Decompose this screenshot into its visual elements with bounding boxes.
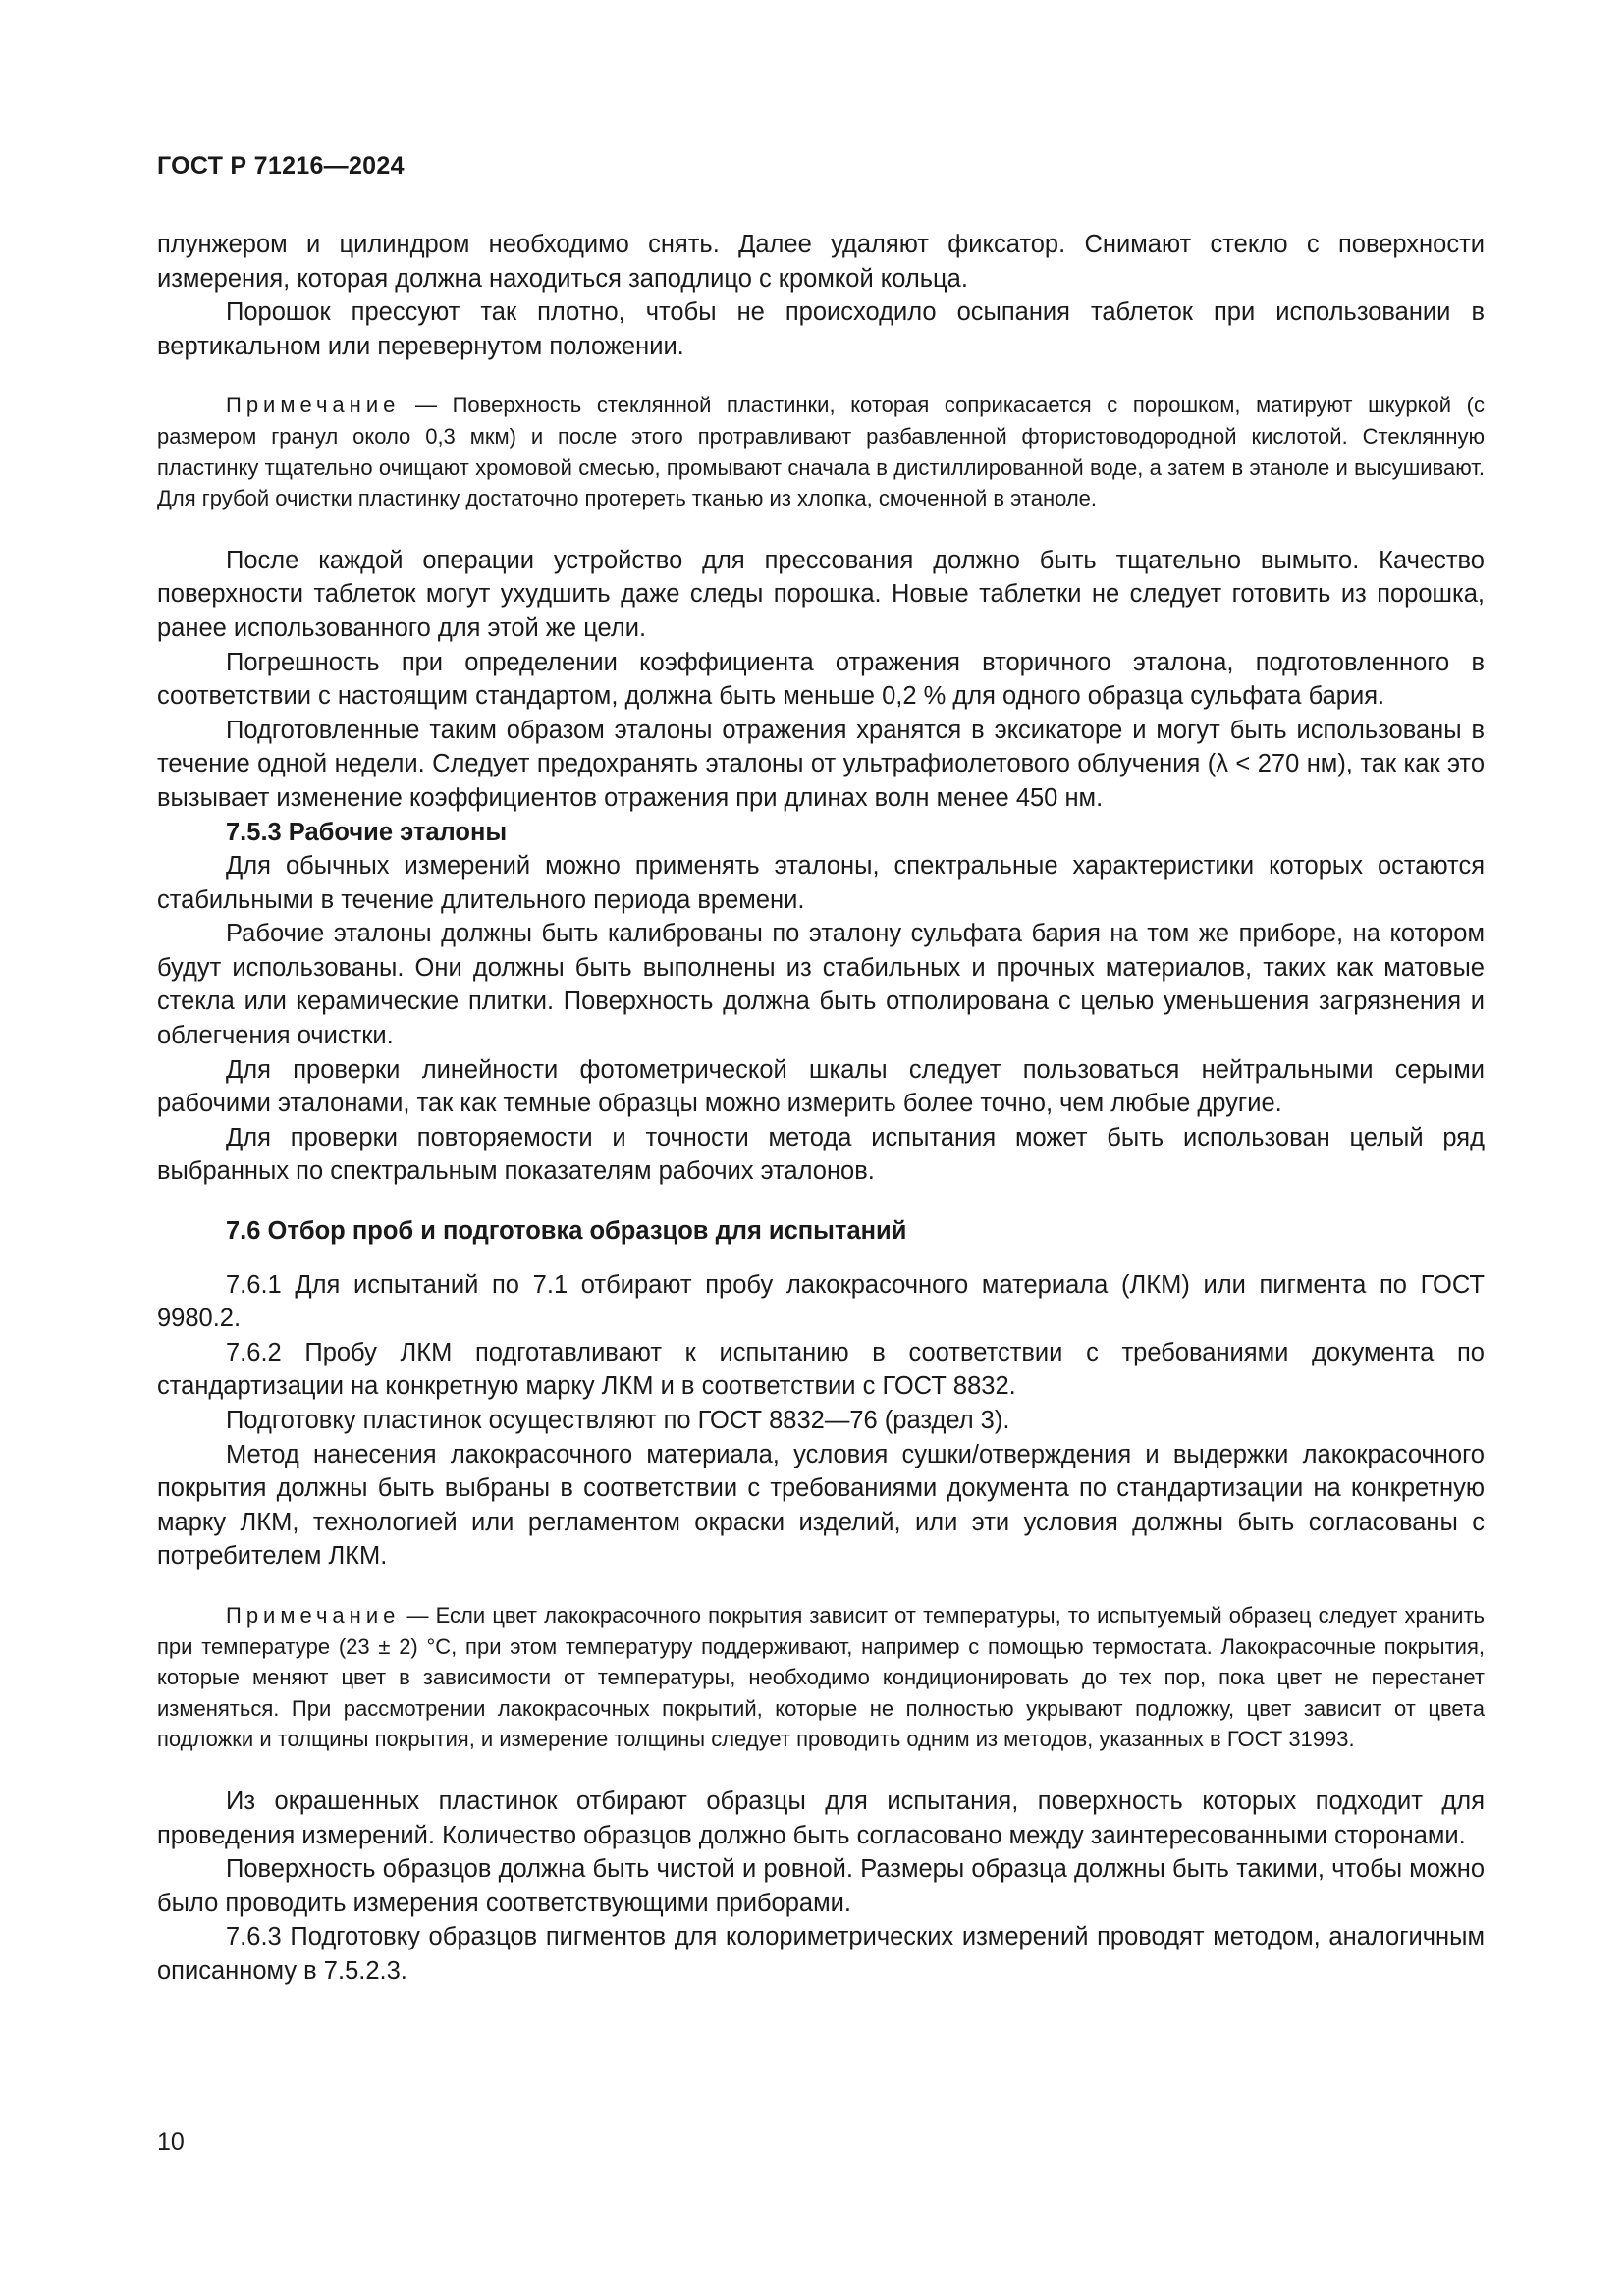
paragraph: Поверхность образцов должна быть чистой и ровной. Размеры образца должны быть такими, чтобы можно было проводить измерения соответствующими приборами. (157, 1855, 1485, 1917)
paragraph: Подготовку пластинок осуществляют по ГОСТ 8832—76 (раздел 3). (226, 1407, 1010, 1434)
page-number: 10 (157, 2128, 185, 2156)
paragraph: После каждой операции устройство для прессования должно быть тщательно вымыто. Качество поверхности таблеток могут ухудшить даже следы порошка. Новые таблетки не следует готовить из порошка, ранее использованного для этой же цели. (157, 546, 1485, 642)
note-label: Примечание (226, 1602, 401, 1628)
paragraph: 7.6.3 Подготовку образцов пигментов для колориметрических измерений проводят методом, аналогичным описанному в 7.5.2.3. (157, 1923, 1485, 1985)
paragraph: Для проверки линейности фотометрической шкалы следует пользоваться нейтральными серыми рабочими эталонами, так как темные образцы можно измерить более точно, чем любые другие. (157, 1055, 1485, 1118)
note-block (157, 1600, 1485, 1755)
document-body (157, 228, 1485, 1989)
paragraph: Из окрашенных пластинок отбирают образцы для испытания, поверхность которых подходит для проведения измерений. Количество образцов должно быть согласовано между заинтересованными сторонами. (157, 1787, 1485, 1849)
paragraph: Подготовленные таким образом эталоны отражения хранятся в эксикаторе и могут быть использованы в течение одной недели. Следует предохранять эталоны от ультрафиолетового облучения (λ < 270 нм), так как это вызывает изменение коэффициентов отражения при длинах волн менее 450 нм. (157, 716, 1485, 812)
note-text: — Поверхность стеклянной пластинки, которая соприкасается с порошком, матируют шкуркой (с размером гранул около 0,3 мкм) и после этого протравливают разбавленной фтористоводородной кислотой. Стеклянную пластинку тщательно очищают хромовой смесью, промывают сначала в дистиллированной воде, а затем в этаноле и высушивают. Для грубой очистки пластинку достаточно протереть тканью из хлопка, смоченной в этаноле. (157, 393, 1485, 511)
paragraph: Рабочие эталоны должны быть калиброваны по эталону сульфата бария на том же приборе, на котором будут использованы. Они должны быть выполнены из стабильных и прочных материалов, таких как матовые стекла или керамические плитки. Поверхность должна быть отполирована с целью уменьшения загрязнения и облегчения очистки. (157, 920, 1485, 1050)
paragraph: плунжером и цилиндром необходимо снять. Далее удаляют фиксатор. Снимают стекло с поверхности измерения, которая должна находиться заподлицо с кромкой кольца. (157, 231, 1485, 293)
paragraph: 7.6.2 Пробу ЛКМ подготавливают к испытанию в соответствии с требованиями документа по стандартизации на конкретную марку ЛКМ и в соответствии с ГОСТ 8832. (157, 1338, 1485, 1401)
paragraph: Для проверки повторяемости и точности метода испытания может быть использован целый ряд выбранных по спектральным показателям рабочих эталонов. (157, 1123, 1485, 1186)
section-heading-7-5-3: 7.5.3 Рабочие эталоны (226, 818, 508, 846)
document-id-header: ГОСТ Р 71216—2024 (157, 152, 405, 180)
paragraph: Порошок прессуют так плотно, чтобы не происходило осыпания таблеток при использовании в вертикальном или перевернутом положении. (157, 298, 1485, 360)
paragraph: Для обычных измерений можно применять эталоны, спектральные характеристики которых остаются стабильными в течение длительного периода времени. (157, 852, 1485, 914)
note-block (157, 390, 1485, 513)
paragraph: 7.6.1 Для испытаний по 7.1 отбирают пробу лакокрасочного материала (ЛКМ) или пигмента по ГОСТ 9980.2. (157, 1270, 1485, 1333)
paragraph: Метод нанесения лакокрасочного материала, условия сушки/отверждения и выдержки лакокрасочного покрытия должны быть выбраны в соответствии с требованиями документа по стандартизации на конкретную марку ЛКМ, технологией или регламентом окраски изделий, или эти условия должны быть согласованы с потребителем ЛКМ. (157, 1440, 1485, 1571)
document-page (157, 0, 1485, 2296)
paragraph: Погрешность при определении коэффициента отражения вторичного эталона, подготовленного в соответствии с настоящим стандартом, должна быть меньше 0,2 % для одного образца сульфата бария. (157, 648, 1485, 711)
section-heading-7-6: 7.6 Отбор проб и подготовка образцов для испытаний (226, 1217, 907, 1246)
note-label: Примечание (226, 393, 401, 418)
note-text: — Если цвет лакокрасочного покрытия зависит от температуры, то испытуемый образец следует хранить при температуре (23 ± 2) °С, при этом температуру поддерживают, например с помощью термостата. Лакокрасочные покрытия, которые меняют цвет в зависимости от температуры, необходимо кондиционировать до тех пор, пока цвет не перестанет изменяться. При рассмотрении лакокрасочных покрытий, которые не полностью укрывают подложку, цвет зависит от цвета подложки и толщины покрытия, и измерение толщины следует проводить одним из методов, указанных в ГОСТ 31993. (157, 1602, 1485, 1752)
